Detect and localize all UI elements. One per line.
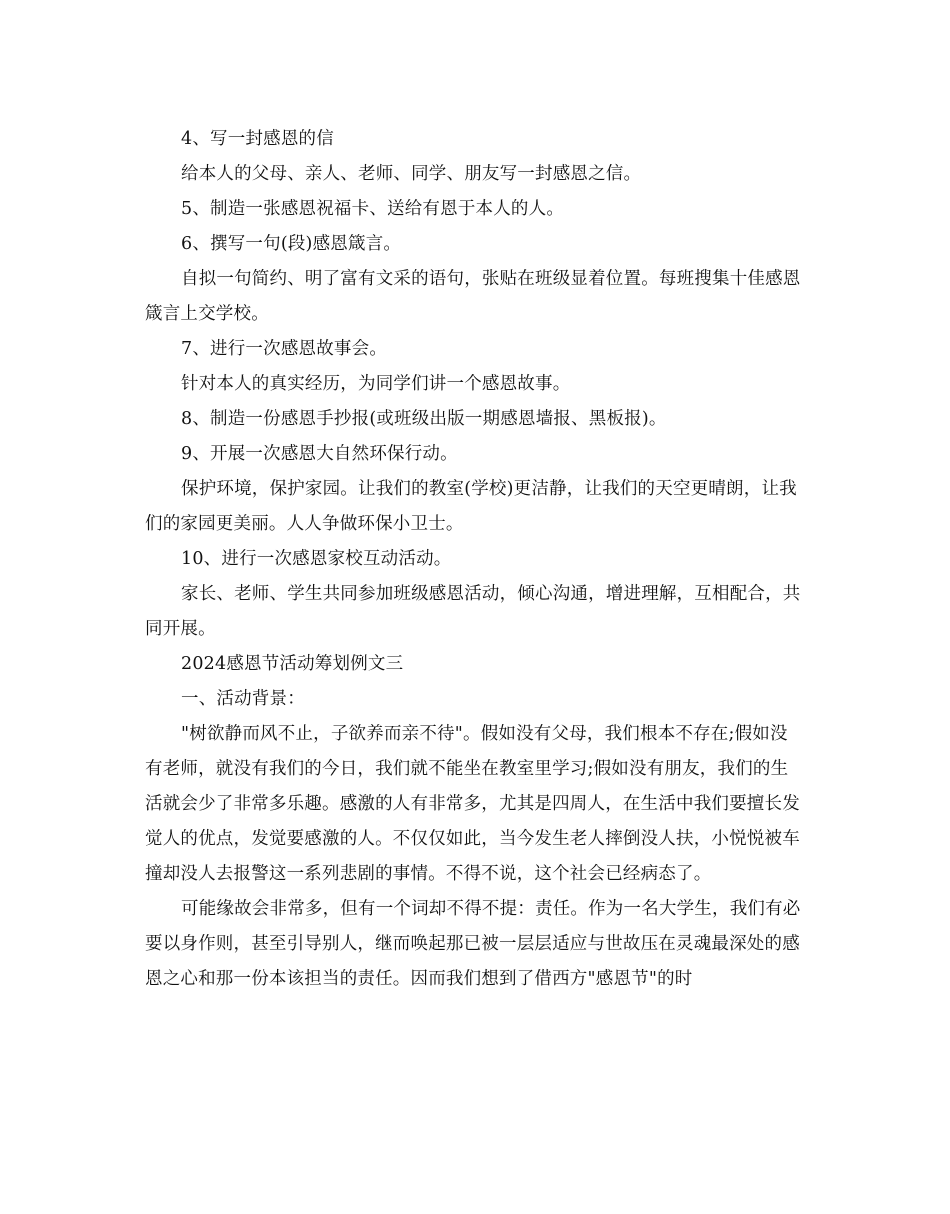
paragraph-home-school-detail: 家长、老师、学生共同参加班级感恩活动，倾心沟通，增进理解，互相配合，共同开展。 — [145, 584, 801, 639]
list-item-handwritten-newspaper: 8、制造一份感恩手抄报(或班级出版一期感恩墙报、黑板报)。 — [181, 409, 667, 429]
list-item-write-letter: 4、写一封感恩的信 — [181, 129, 334, 149]
paragraph-letter-detail: 给本人的父母、亲人、老师、同学、朋友写一封感恩之信。 — [181, 164, 642, 184]
section-heading-background: 一、活动背景： — [181, 689, 305, 709]
list-item-home-school: 10、进行一次感恩家校互动活动。 — [181, 549, 452, 569]
paragraph-background: "树欲静而风不止，子欲养而亲不待"。假如没有父母，我们根本不存在;假如没有老师，就没有我们的今日，我们就不能坐在教室里学习;假如没有朋友，我们的生活就会少了非常多乐趣。感激的人有非常多，尤其是四周人，在生活中我们要擅长发觉人的优点，发觉要感激的人。不仅仅如此，当今发生老人摔倒没人扶，小悦悦被车撞却没人去报警这一系列悲剧的事情。不得不说，这个社会已经病态了。 — [145, 724, 800, 884]
paragraph-motto-detail: 自拟一句简约、明了富有文采的语句，张贴在班级显着位置。每班搜集十佳感恩箴言上交学校。 — [145, 269, 801, 324]
section-title: 2024感恩节活动筹划例文三 — [181, 654, 404, 674]
list-item-environment-action: 9、开展一次感恩大自然环保行动。 — [181, 444, 458, 464]
paragraph-story-detail: 针对本人的真实经历，为同学们讲一个感恩故事。 — [181, 374, 571, 394]
paragraph-responsibility: 可能缘故会非常多，但有一个词却不得不提：责任。作为一名大学生，我们有必要以身作则，甚至引导别人，继而唤起那已被一层层适应与世故压在灵魂最深处的感恩之心和那一份本该担当的责任。因而我们想到了借西方"感恩节"的时 — [145, 899, 801, 989]
list-item-story-meeting: 7、进行一次感恩故事会。 — [181, 339, 388, 359]
document-body — [145, 122, 805, 997]
paragraph-environment-detail: 保护环境，保护家园。让我们的教室(学校)更洁静，让我们的天空更晴朗，让我们的家园更美丽。人人争做环保小卫士。 — [145, 479, 797, 534]
list-item-motto: 6、撰写一句(段)感恩箴言。 — [181, 234, 402, 254]
list-item-blessing-card: 5、制造一张感恩祝福卡、送给有恩于本人的人。 — [181, 199, 565, 219]
